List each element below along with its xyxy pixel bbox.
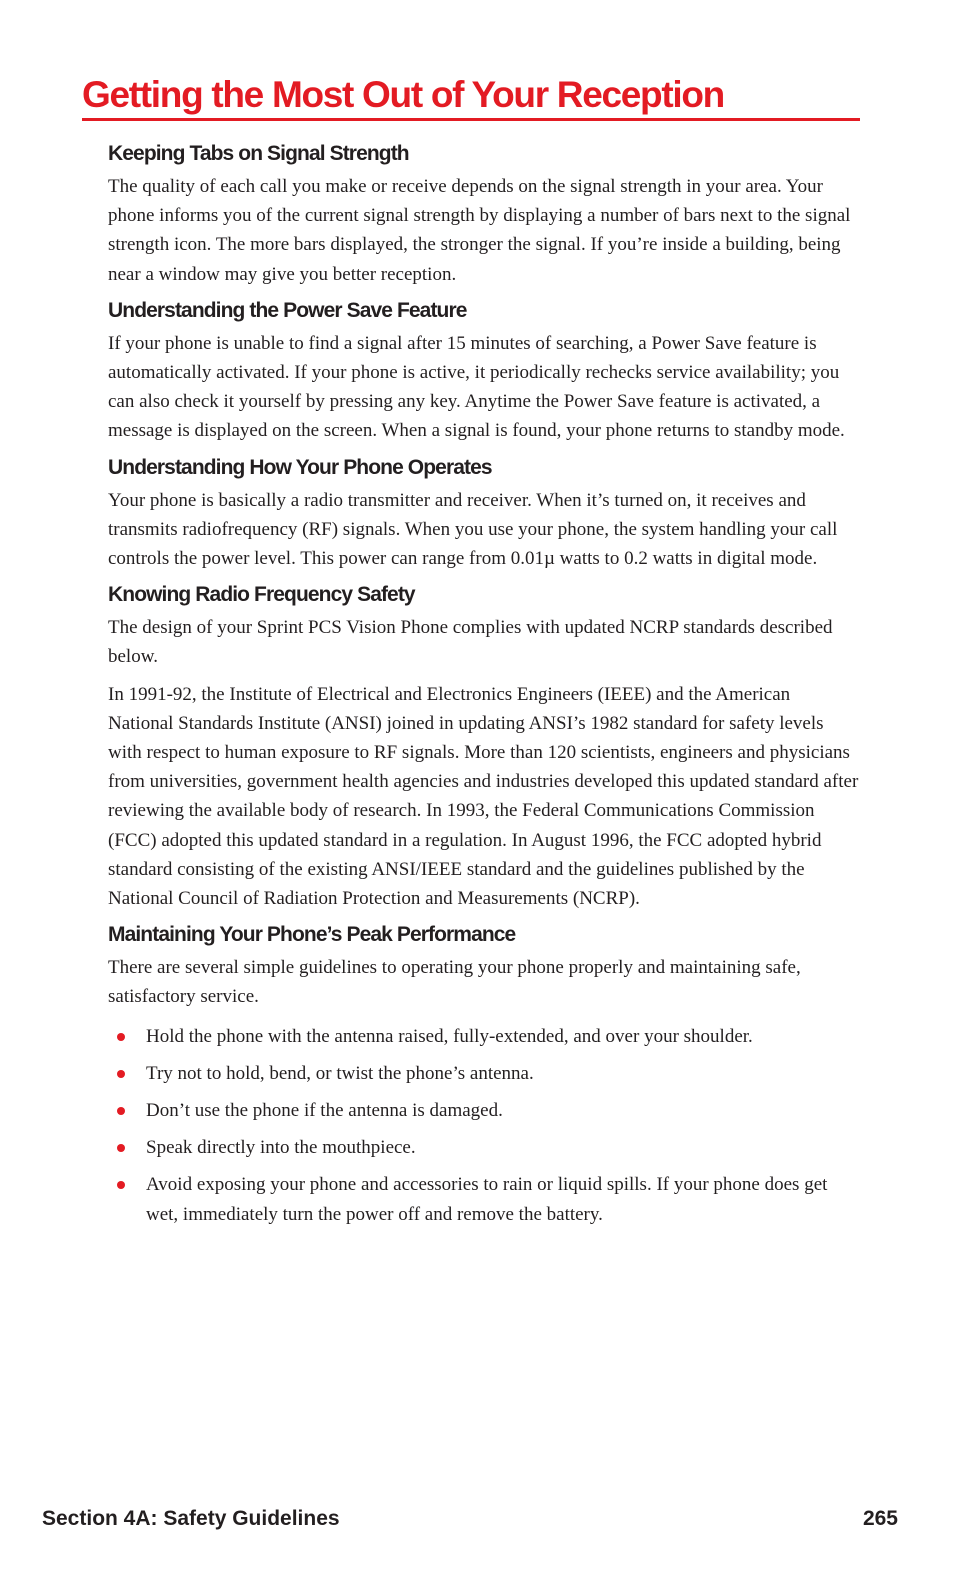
bullet-icon bbox=[117, 1070, 125, 1078]
list-item bbox=[108, 1022, 860, 1051]
footer-page-number: 265 bbox=[862, 1507, 898, 1530]
list-item-text: Avoid exposing your phone and accessories to rain or liquid spills. If your phone does get wet, immediately turn the power off and remove the battery. bbox=[146, 1174, 828, 1225]
bullet-icon bbox=[117, 1107, 125, 1115]
list-item bbox=[108, 1059, 860, 1088]
section-phone-operates bbox=[108, 450, 860, 574]
section-heading: Maintaining Your Phone’s Peak Performance bbox=[108, 923, 516, 947]
list-item bbox=[108, 1133, 860, 1162]
body-paragraph: If your phone is unable to find a signal after 15 minutes of searching, a Power Save feature is automatically activated. If your phone is active, it periodically rechecks service availability; you can also check it yourself by pressing any key. Anytime the Power Save feature is activated, a message is displayed on the screen. When a signal is found, your phone returns to standby mode. bbox=[108, 332, 845, 442]
page-content bbox=[108, 136, 860, 1229]
bullet-icon bbox=[117, 1033, 125, 1041]
section-rf-safety bbox=[108, 577, 860, 913]
page-title: Getting the Most Out of Your Reception bbox=[82, 74, 724, 115]
list-item-text: Speak directly into the mouthpiece. bbox=[146, 1137, 416, 1159]
section-heading: Knowing Radio Frequency Safety bbox=[108, 583, 415, 607]
list-item-text: Try not to hold, bend, or twist the phone’s antenna. bbox=[146, 1062, 534, 1084]
section-peak-performance bbox=[108, 917, 860, 1229]
list-item bbox=[108, 1170, 860, 1228]
body-paragraph: Your phone is basically a radio transmitter and receiver. When it’s turned on, it receives and transmits radiofrequency (RF) signals. When you use your phone, the system handling your call controls the power level. This power can range from 0.01µ watts to 0.2 watts in digital mode. bbox=[108, 489, 838, 570]
section-heading: Understanding How Your Phone Operates bbox=[108, 455, 492, 479]
title-underline bbox=[82, 118, 860, 121]
body-paragraph: The quality of each call you make or receive depends on the signal strength in your area. Your phone informs you of the current signal strength by displaying a number of bars next to the signal strength icon. The more bars displayed, the stronger the signal. If you’re inside a building, being near a window may give you better reception. bbox=[108, 176, 851, 285]
section-heading: Keeping Tabs on Signal Strength bbox=[108, 142, 409, 165]
body-paragraph: The design of your Sprint PCS Vision Phone complies with updated NCRP standards described below. bbox=[108, 617, 833, 668]
body-paragraph: There are several simple guidelines to operating your phone properly and maintaining safe, satisfactory service. bbox=[108, 957, 801, 1008]
bullet-icon bbox=[117, 1144, 125, 1152]
bullet-icon bbox=[117, 1181, 125, 1189]
list-item-text: Don’t use the phone if the antenna is damaged. bbox=[146, 1100, 503, 1122]
section-signal-strength bbox=[108, 136, 860, 289]
section-heading: Understanding the Power Save Feature bbox=[108, 298, 467, 322]
guideline-list bbox=[108, 1022, 860, 1229]
body-paragraph: In 1991-92, the Institute of Electrical and Electronics Engineers (IEEE) and the American National Standards Institute (ANSI) joined in updating ANSI’s 1982 standard for safety levels with respect to human exposure to RF signals. More than 120 scientists, engineers and physicians from universities, government health agencies and industries developed this updated standard after reviewing the available body of research. In 1993, the Federal Communications Commission (FCC) adopted this updated standard in a regulation. In August 1996, the FCC adopted hybrid standard consisting of the existing ANSI/IEEE standard and the guidelines published by the National Council of Radiation Protection and Measurements (NCRP). bbox=[108, 683, 859, 910]
section-power-save bbox=[108, 293, 860, 446]
footer-section-label: Section 4A: Safety Guidelines bbox=[42, 1507, 340, 1530]
list-item bbox=[108, 1096, 860, 1125]
list-item-text: Hold the phone with the antenna raised, fully-extended, and over your shoulder. bbox=[146, 1025, 753, 1047]
